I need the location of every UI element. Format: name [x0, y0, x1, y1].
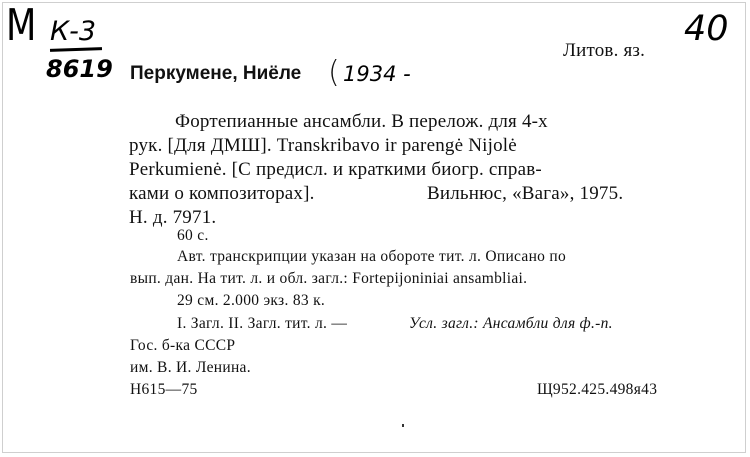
handwritten-m-mark: M — [6, 0, 37, 51]
handwritten-years: 1934 - — [343, 62, 411, 86]
pages: 60 с. — [177, 227, 209, 244]
years-paren: ( — [328, 55, 340, 90]
publisher: Вильнюс, «Вага», 1975. — [427, 183, 624, 204]
handwritten-code-bottom: 8619 — [46, 55, 113, 83]
description-line: рук. [Для ДМШ]. Transkribavo ir parengė Nijolė — [129, 135, 517, 156]
language: Литов. яз. — [563, 40, 646, 61]
author: Перкумене, Ниёле — [130, 63, 302, 84]
subjects-italic: Усл. загл.: Ансамбли для ф.-п. — [409, 315, 613, 332]
subjects-lead: I. Загл. II. Загл. тит. л. — — [177, 315, 348, 332]
note-line: вып. дан. На тит. л. и обл. загл.: Fortepijoniniai ansambliai. — [130, 270, 528, 287]
library-line: им. В. И. Ленина. — [130, 359, 251, 376]
format: 29 см. 2.000 экз. 83 к. — [177, 292, 326, 309]
card-number-left: Н615—75 — [130, 381, 198, 398]
description-line: ками о композиторах]. — [129, 183, 315, 204]
description-line: Н. д. 7971. — [129, 207, 217, 228]
handwritten-number: 40 — [684, 9, 729, 49]
note-line: Авт. транскрипции указан на обороте тит. л. Описано по — [177, 248, 567, 265]
card-number-right: Щ952.425.498я43 — [537, 381, 658, 398]
speck — [402, 424, 404, 427]
description-line: Perkumienė. [С предисл. и краткими биогр. справ- — [129, 159, 542, 180]
library-line: Гос. б-ка СССР — [130, 337, 236, 354]
description-line: Фортепианные ансамбли. В перелож. для 4-х — [175, 111, 548, 132]
handwritten-code-top: К-3 — [50, 16, 97, 47]
